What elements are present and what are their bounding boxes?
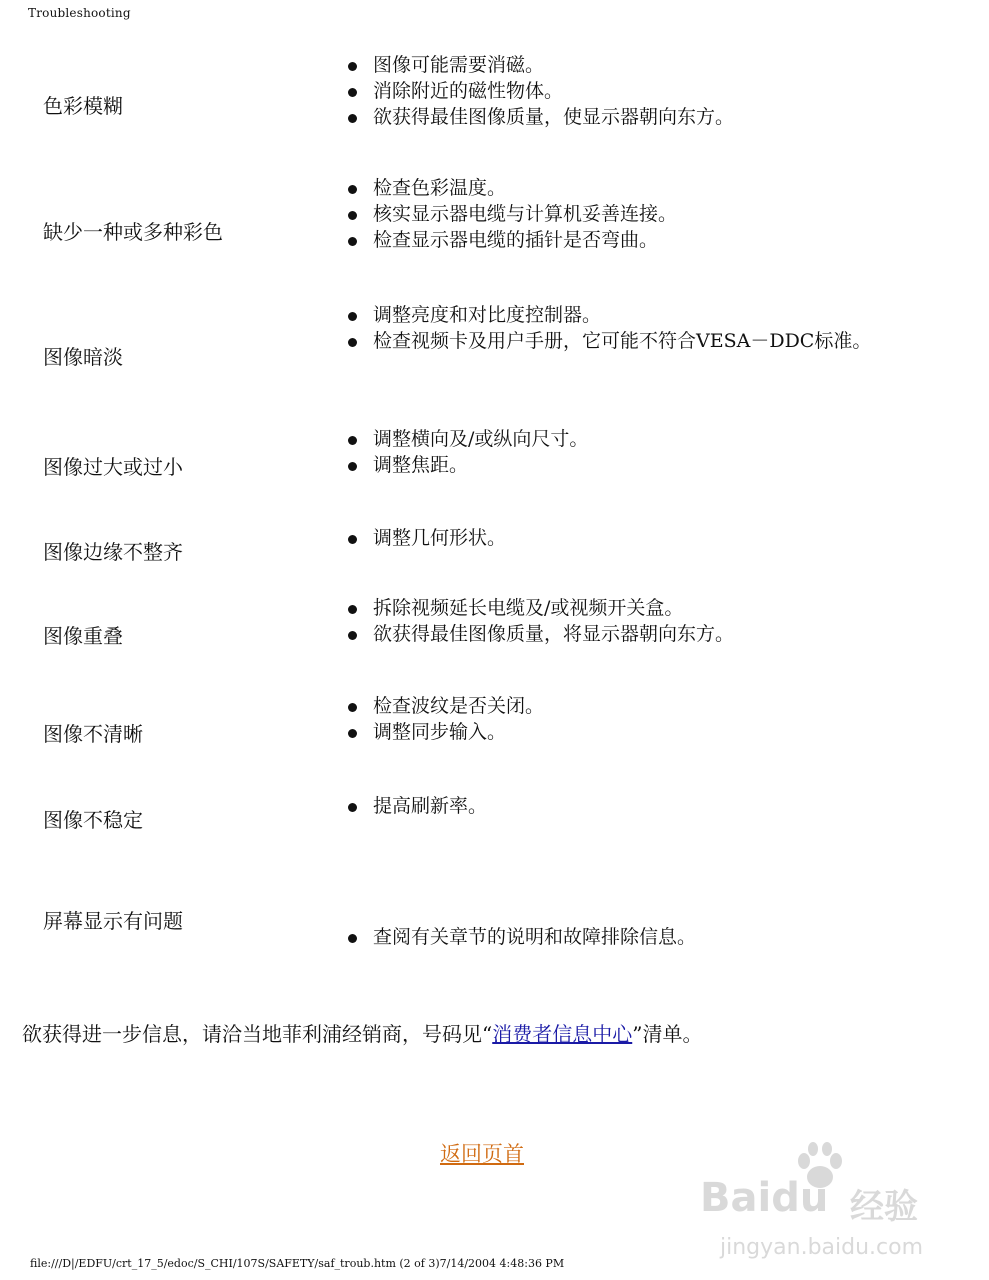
list-item: 检查视频卡及用户手册，它可能不符合VESA－DDC标准。 — [345, 328, 915, 354]
watermark-url: jingyan.baidu.com — [720, 1235, 924, 1260]
solution-list — [345, 693, 915, 745]
problem-label: 图像边缘不整齐 — [43, 540, 183, 564]
problem-label: 图像不稳定 — [43, 808, 143, 832]
list-item: 拆除视频延长电缆及/或视频开关盒。 — [345, 595, 915, 621]
list-item: 核实显示器电缆与计算机妥善连接。 — [345, 201, 915, 227]
solution-list — [345, 302, 915, 354]
bullet-icon — [348, 462, 357, 471]
page-footer-path: file:///D|/EDFU/crt_17_5/edoc/S_CHI/107S/SAFETY/saf_troub.htm (2 of 3)7/14/2004 4:48:36 PM — [30, 1257, 565, 1270]
page-header-title: Troubleshooting — [28, 6, 131, 20]
bullet-icon — [348, 185, 357, 194]
list-item: 检查色彩温度。 — [345, 175, 915, 201]
solution-list — [345, 175, 915, 253]
bullet-icon — [348, 211, 357, 220]
bullet-icon — [348, 88, 357, 97]
watermark-brand-cn: 经验 — [850, 1187, 918, 1227]
solution-list — [345, 924, 915, 950]
more-info-text — [22, 1020, 702, 1048]
list-item: 检查显示器电缆的插针是否弯曲。 — [345, 227, 915, 253]
solution-list — [345, 793, 915, 819]
bullet-icon — [348, 237, 357, 246]
bullet-icon — [348, 338, 357, 347]
list-item: 提高刷新率。 — [345, 793, 915, 819]
baidu-jingyan-watermark — [700, 1135, 980, 1275]
list-item: 图像可能需要消磁。 — [345, 52, 915, 78]
problem-label: 图像重叠 — [43, 624, 123, 648]
list-item: 调整横向及/或纵向尺寸。 — [345, 426, 915, 452]
bullet-icon — [348, 631, 357, 640]
bullet-icon — [348, 729, 357, 738]
bullet-icon — [348, 114, 357, 123]
more-info-prefix: 欲获得进一步信息，请洽当地菲利浦经销商，号码见“ — [22, 1022, 493, 1046]
bullet-icon — [348, 605, 357, 614]
list-item: 调整焦距。 — [345, 452, 915, 478]
list-item: 欲获得最佳图像质量，使显示器朝向东方。 — [345, 104, 915, 130]
list-item: 查阅有关章节的说明和故障排除信息。 — [345, 924, 915, 950]
bullet-icon — [348, 436, 357, 445]
watermark-brand: Baidu — [700, 1175, 829, 1221]
problem-label: 色彩模糊 — [43, 94, 123, 118]
problem-label: 缺少一种或多种彩色 — [43, 220, 223, 244]
bullet-icon — [348, 312, 357, 321]
list-item: 调整同步输入。 — [345, 719, 915, 745]
list-item: 欲获得最佳图像质量，将显示器朝向东方。 — [345, 621, 915, 647]
list-item: 检查波纹是否关闭。 — [345, 693, 915, 719]
bullet-icon — [348, 934, 357, 943]
consumer-info-center-link[interactable]: 消费者信息中心 — [492, 1022, 633, 1046]
list-item: 调整几何形状。 — [345, 525, 915, 551]
bullet-icon — [348, 803, 357, 812]
bullet-icon — [348, 703, 357, 712]
list-item: 调整亮度和对比度控制器。 — [345, 302, 915, 328]
bullet-icon — [348, 62, 357, 71]
problem-label: 图像暗淡 — [43, 345, 123, 369]
solution-list — [345, 52, 915, 130]
solution-list — [345, 525, 915, 551]
problem-label: 图像不清晰 — [43, 722, 143, 746]
solution-list — [345, 595, 915, 647]
more-info-suffix: ”清单。 — [632, 1022, 703, 1046]
list-item: 消除附近的磁性物体。 — [345, 78, 915, 104]
bullet-icon — [348, 535, 357, 544]
problem-label: 屏幕显示有问题 — [43, 909, 183, 933]
solution-list — [345, 426, 915, 478]
back-to-top-link[interactable]: 返回页首 — [440, 1142, 524, 1166]
problem-label: 图像过大或过小 — [43, 455, 183, 479]
